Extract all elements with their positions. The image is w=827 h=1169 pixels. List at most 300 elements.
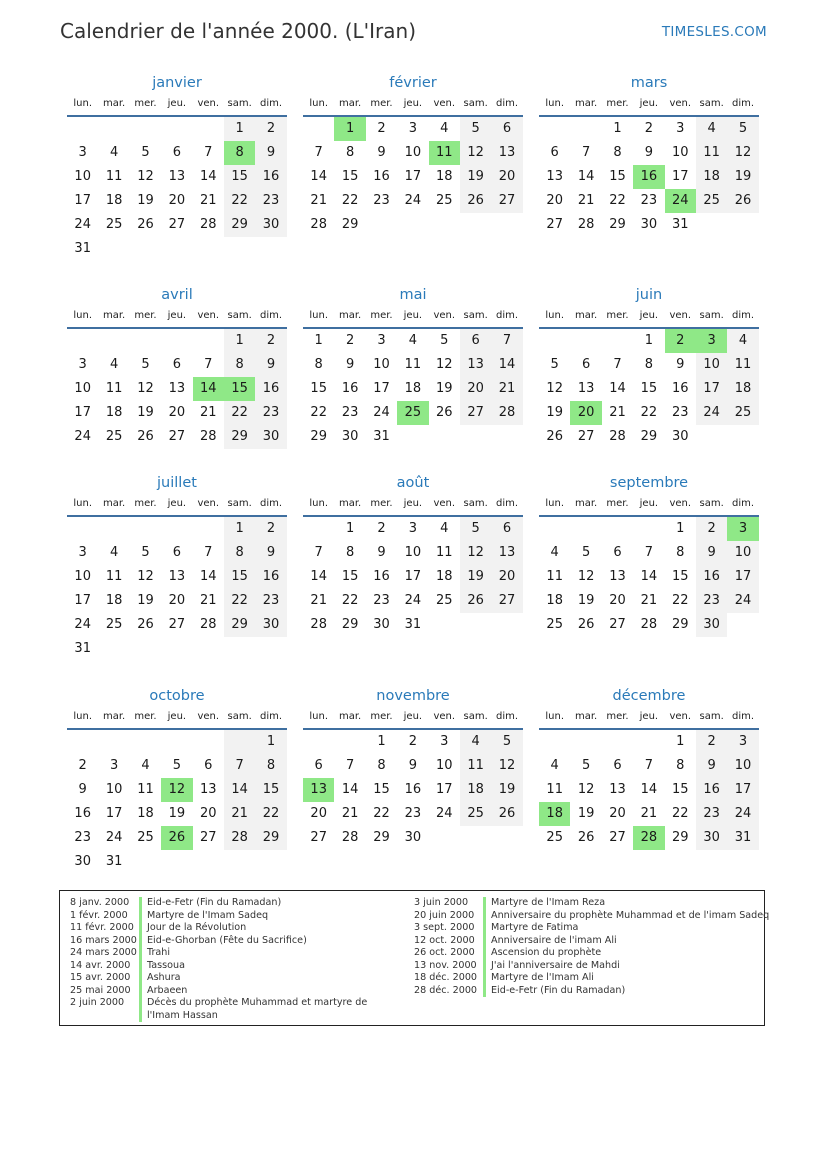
day-cell: 28 bbox=[609, 429, 626, 444]
legend-row bbox=[414, 910, 769, 923]
day-cell: 29 bbox=[224, 213, 255, 237]
day-cell: 29 bbox=[640, 429, 658, 444]
day-cell: 6 bbox=[172, 145, 181, 160]
day-cell: 17 bbox=[74, 593, 91, 608]
legend-row bbox=[70, 910, 377, 923]
day-cell: 29 bbox=[224, 613, 255, 637]
day-cell: 20 bbox=[310, 806, 327, 821]
day-grid bbox=[539, 329, 759, 449]
holiday-day-cell: 20 bbox=[570, 401, 601, 425]
day-cell: 19 bbox=[546, 405, 563, 420]
day-cell: 25 bbox=[105, 429, 123, 444]
day-cell: 2 bbox=[345, 333, 355, 348]
day-cell: 21 bbox=[224, 802, 255, 826]
day-cell: 17 bbox=[696, 377, 727, 401]
day-cell: 30 bbox=[255, 425, 286, 449]
day-cell: 10 bbox=[404, 145, 422, 160]
weekday-label: jeu. bbox=[167, 98, 187, 109]
empty-cell bbox=[67, 329, 98, 353]
weekday-header bbox=[303, 309, 523, 329]
legend-row bbox=[414, 960, 769, 973]
day-cell: 4 bbox=[408, 333, 417, 348]
day-cell: 7 bbox=[644, 758, 653, 773]
weekday-label: mar. bbox=[574, 498, 598, 509]
legend-date: 28 déc. 2000 bbox=[414, 984, 478, 996]
day-cell: 10 bbox=[105, 782, 123, 797]
day-cell: 5 bbox=[581, 545, 591, 560]
empty-cell bbox=[161, 117, 192, 141]
empty-cell bbox=[98, 730, 129, 754]
day-cell: 13 bbox=[168, 169, 186, 184]
day-cell: 18 bbox=[404, 381, 422, 396]
day-cell: 6 bbox=[491, 117, 522, 141]
legend-date: 18 déc. 2000 bbox=[414, 972, 478, 983]
weekday-label: sam. bbox=[699, 711, 724, 722]
day-cell: 31 bbox=[74, 641, 91, 656]
day-cell: 11 bbox=[546, 782, 563, 797]
legend-row bbox=[70, 897, 377, 910]
day-cell: 20 bbox=[491, 165, 522, 189]
legend-date: 3 sept. 2000 bbox=[414, 922, 475, 933]
day-cell: 24 bbox=[74, 217, 91, 232]
day-cell: 13 bbox=[460, 353, 491, 377]
day-cell: 19 bbox=[577, 806, 595, 821]
weekday-label: mar. bbox=[574, 310, 598, 321]
day-cell: 19 bbox=[137, 405, 154, 420]
day-cell: 19 bbox=[435, 381, 453, 396]
day-cell: 4 bbox=[696, 117, 727, 141]
day-cell: 10 bbox=[74, 169, 91, 184]
empty-cell bbox=[303, 730, 334, 754]
holiday-day-cell: 3 bbox=[696, 329, 727, 353]
holiday-day-cell: 14 bbox=[193, 377, 224, 401]
day-cell: 15 bbox=[609, 169, 626, 184]
empty-cell bbox=[98, 329, 129, 353]
day-cell: 16 bbox=[373, 569, 390, 584]
day-cell: 31 bbox=[727, 826, 758, 850]
day-cell: 20 bbox=[460, 377, 491, 401]
day-cell: 22 bbox=[255, 802, 286, 826]
holiday-day-cell: 26 bbox=[161, 826, 192, 850]
weekday-header bbox=[539, 309, 759, 329]
day-cell: 19 bbox=[137, 593, 154, 608]
day-cell: 23 bbox=[255, 401, 286, 425]
day-cell: 8 bbox=[676, 545, 685, 560]
day-cell: 7 bbox=[491, 329, 522, 353]
empty-cell bbox=[539, 329, 570, 353]
legend-row bbox=[414, 985, 769, 998]
day-cell: 5 bbox=[460, 117, 491, 141]
empty-cell bbox=[539, 117, 570, 141]
day-cell: 8 bbox=[345, 145, 355, 160]
day-cell: 17 bbox=[671, 169, 689, 184]
day-cell: 13 bbox=[168, 569, 186, 584]
month-block bbox=[539, 473, 759, 637]
weekday-label: sam. bbox=[463, 711, 488, 722]
legend-date: 26 oct. 2000 bbox=[414, 947, 475, 958]
weekday-label: mer. bbox=[606, 498, 629, 509]
day-cell: 9 bbox=[696, 541, 727, 565]
day-cell: 28 bbox=[199, 617, 217, 632]
day-cell: 1 bbox=[224, 117, 255, 141]
month-block bbox=[303, 285, 523, 449]
day-cell: 7 bbox=[613, 357, 622, 372]
weekday-label: mar. bbox=[102, 310, 126, 321]
legend-holiday-name: Ashura bbox=[139, 972, 181, 985]
day-cell: 22 bbox=[671, 593, 689, 608]
day-cell: 2 bbox=[696, 517, 727, 541]
weekday-label: sam. bbox=[227, 310, 252, 321]
day-cell: 21 bbox=[310, 193, 327, 208]
empty-cell bbox=[130, 329, 161, 353]
day-cell: 19 bbox=[137, 193, 154, 208]
empty-cell bbox=[570, 329, 601, 353]
day-cell: 6 bbox=[613, 545, 622, 560]
weekday-label: mar. bbox=[338, 711, 362, 722]
legend-row bbox=[70, 947, 377, 960]
month-block bbox=[67, 73, 287, 261]
day-cell: 26 bbox=[491, 802, 522, 826]
empty-cell bbox=[193, 117, 224, 141]
day-cell: 1 bbox=[345, 521, 355, 536]
holiday-day-cell: 13 bbox=[303, 778, 334, 802]
weekday-label: dim. bbox=[732, 498, 755, 509]
day-cell: 1 bbox=[224, 329, 255, 353]
weekday-label: lun. bbox=[545, 98, 565, 109]
day-cell: 24 bbox=[373, 405, 390, 420]
day-cell: 24 bbox=[727, 589, 758, 613]
day-cell: 8 bbox=[676, 758, 685, 773]
month-name: juillet bbox=[157, 475, 197, 491]
day-cell: 1 bbox=[377, 734, 386, 749]
day-cell: 13 bbox=[577, 381, 595, 396]
weekday-label: mer. bbox=[134, 711, 157, 722]
day-cell: 17 bbox=[105, 806, 123, 821]
weekday-label: dim. bbox=[496, 310, 519, 321]
day-cell: 4 bbox=[727, 329, 758, 353]
day-cell: 3 bbox=[408, 521, 417, 536]
month-block bbox=[303, 73, 523, 237]
day-cell: 25 bbox=[435, 193, 453, 208]
day-cell: 17 bbox=[727, 565, 758, 589]
day-cell: 20 bbox=[491, 565, 522, 589]
legend-date: 14 avr. 2000 bbox=[70, 959, 131, 971]
day-cell: 11 bbox=[460, 754, 491, 778]
day-cell: 15 bbox=[640, 381, 658, 396]
day-cell: 15 bbox=[341, 169, 359, 184]
day-cell: 1 bbox=[676, 521, 685, 536]
day-grid bbox=[303, 329, 523, 449]
weekday-header bbox=[67, 97, 287, 117]
day-cell: 16 bbox=[255, 377, 286, 401]
empty-cell bbox=[161, 517, 192, 541]
legend-column-right bbox=[414, 897, 769, 997]
holiday-day-cell: 3 bbox=[727, 517, 758, 541]
day-cell: 3 bbox=[78, 545, 87, 560]
legend-date: 8 janv. 2000 bbox=[70, 897, 130, 908]
weekday-label: mer. bbox=[134, 98, 157, 109]
weekday-label: mer. bbox=[606, 98, 629, 109]
day-cell: 20 bbox=[168, 193, 186, 208]
day-cell: 25 bbox=[460, 802, 491, 826]
day-cell: 4 bbox=[550, 545, 559, 560]
day-cell: 12 bbox=[435, 357, 453, 372]
day-cell: 1 bbox=[613, 121, 622, 136]
day-cell: 2 bbox=[255, 117, 286, 141]
weekday-label: dim. bbox=[260, 310, 283, 321]
day-cell: 9 bbox=[345, 357, 355, 372]
weekday-header bbox=[303, 710, 523, 730]
day-cell: 5 bbox=[141, 357, 150, 372]
empty-cell bbox=[539, 730, 570, 754]
legend-row bbox=[70, 960, 377, 973]
day-cell: 26 bbox=[137, 217, 154, 232]
legend-holiday-name: Eid-e-Fetr (Fin du Ramadan) bbox=[139, 897, 281, 910]
legend-date: 15 avr. 2000 bbox=[70, 972, 131, 983]
day-cell: 28 bbox=[341, 830, 359, 845]
legend-date: 16 mars 2000 bbox=[70, 934, 137, 946]
day-cell: 23 bbox=[255, 589, 286, 613]
weekday-label: mar. bbox=[102, 498, 126, 509]
day-cell: 5 bbox=[491, 730, 522, 754]
day-cell: 12 bbox=[577, 782, 595, 797]
day-cell: 6 bbox=[172, 545, 181, 560]
day-cell: 22 bbox=[341, 593, 359, 608]
day-cell: 28 bbox=[577, 217, 595, 232]
day-cell: 31 bbox=[74, 241, 91, 256]
day-cell: 9 bbox=[408, 758, 417, 773]
day-cell: 11 bbox=[105, 169, 123, 184]
day-cell: 6 bbox=[460, 329, 491, 353]
weekday-label: ven. bbox=[433, 98, 456, 109]
legend-holiday-name: Trahi bbox=[139, 947, 170, 960]
empty-cell bbox=[570, 517, 601, 541]
weekday-label: lun. bbox=[309, 310, 329, 321]
day-cell: 18 bbox=[105, 193, 123, 208]
day-cell: 27 bbox=[609, 830, 626, 845]
day-cell: 27 bbox=[546, 217, 563, 232]
weekday-label: mer. bbox=[370, 310, 393, 321]
day-cell: 15 bbox=[671, 569, 689, 584]
holiday-day-cell: 16 bbox=[633, 165, 664, 189]
weekday-label: sam. bbox=[227, 498, 252, 509]
legend-date: 20 juin 2000 bbox=[414, 909, 475, 921]
empty-cell bbox=[633, 730, 664, 754]
day-cell: 15 bbox=[341, 569, 359, 584]
day-cell: 12 bbox=[546, 381, 563, 396]
day-cell: 25 bbox=[727, 401, 758, 425]
day-cell: 14 bbox=[199, 169, 217, 184]
weekday-label: mer. bbox=[370, 498, 393, 509]
day-cell: 24 bbox=[404, 593, 422, 608]
day-cell: 3 bbox=[676, 121, 685, 136]
day-cell: 12 bbox=[137, 381, 154, 396]
day-cell: 20 bbox=[168, 593, 186, 608]
weekday-label: dim. bbox=[732, 310, 755, 321]
day-cell: 5 bbox=[141, 145, 150, 160]
weekday-label: mer. bbox=[606, 310, 629, 321]
day-cell: 2 bbox=[255, 329, 286, 353]
day-cell: 6 bbox=[314, 758, 323, 773]
day-cell: 8 bbox=[224, 353, 255, 377]
day-cell: 23 bbox=[373, 593, 390, 608]
weekday-label: ven. bbox=[197, 711, 220, 722]
month-name: octobre bbox=[149, 688, 205, 704]
weekday-label: jeu. bbox=[167, 310, 187, 321]
day-cell: 21 bbox=[199, 593, 217, 608]
legend-row bbox=[70, 997, 377, 1022]
day-cell: 10 bbox=[696, 353, 727, 377]
day-cell: 27 bbox=[491, 589, 522, 613]
day-cell: 21 bbox=[341, 806, 359, 821]
day-cell: 14 bbox=[341, 782, 359, 797]
day-cell: 27 bbox=[491, 189, 522, 213]
legend-holiday-name: J'ai l'anniversaire de Mahdi bbox=[483, 960, 620, 973]
day-cell: 5 bbox=[460, 517, 491, 541]
day-cell: 29 bbox=[671, 617, 689, 632]
weekday-label: lun. bbox=[73, 98, 93, 109]
legend-date: 2 juin 2000 bbox=[70, 997, 125, 1008]
day-cell: 9 bbox=[78, 782, 87, 797]
day-cell: 21 bbox=[491, 377, 522, 401]
day-cell: 25 bbox=[105, 617, 123, 632]
day-cell: 18 bbox=[435, 569, 453, 584]
day-cell: 9 bbox=[255, 141, 286, 165]
day-cell: 27 bbox=[168, 217, 186, 232]
weekday-label: lun. bbox=[73, 498, 93, 509]
day-cell: 8 bbox=[314, 357, 323, 372]
day-cell: 20 bbox=[609, 593, 626, 608]
holiday-day-cell: 25 bbox=[397, 401, 428, 425]
weekday-label: mar. bbox=[102, 98, 126, 109]
legend-holiday-name: Eid-e-Ghorban (Fête du Sacrifice) bbox=[139, 935, 307, 948]
day-cell: 5 bbox=[141, 545, 150, 560]
day-cell: 17 bbox=[727, 778, 758, 802]
day-cell: 29 bbox=[341, 617, 359, 632]
day-cell: 18 bbox=[105, 405, 123, 420]
weekday-label: sam. bbox=[699, 498, 724, 509]
day-cell: 31 bbox=[373, 429, 390, 444]
site-link[interactable]: TIMESLES.COM bbox=[661, 24, 767, 40]
month-name: mars bbox=[630, 75, 668, 91]
day-cell: 16 bbox=[341, 381, 359, 396]
day-cell: 15 bbox=[224, 565, 255, 589]
weekday-label: jeu. bbox=[403, 310, 423, 321]
weekday-label: ven. bbox=[433, 711, 456, 722]
weekday-header bbox=[303, 497, 523, 517]
weekday-label: sam. bbox=[463, 310, 488, 321]
weekday-label: sam. bbox=[699, 98, 724, 109]
day-cell: 6 bbox=[613, 758, 622, 773]
day-cell: 25 bbox=[696, 189, 727, 213]
day-cell: 4 bbox=[550, 758, 559, 773]
day-cell: 23 bbox=[696, 802, 727, 826]
day-cell: 31 bbox=[671, 217, 689, 232]
weekday-header bbox=[539, 97, 759, 117]
day-cell: 27 bbox=[168, 429, 186, 444]
empty-cell bbox=[570, 117, 601, 141]
day-cell: 2 bbox=[644, 121, 653, 136]
legend-date: 12 oct. 2000 bbox=[414, 934, 475, 946]
day-cell: 15 bbox=[310, 381, 327, 396]
weekday-label: sam. bbox=[463, 498, 488, 509]
day-cell: 10 bbox=[404, 545, 422, 560]
day-cell: 26 bbox=[137, 429, 154, 444]
day-cell: 24 bbox=[105, 830, 123, 845]
legend-row bbox=[70, 935, 377, 948]
weekday-label: dim. bbox=[496, 98, 519, 109]
holiday-day-cell: 28 bbox=[633, 826, 664, 850]
day-cell: 25 bbox=[546, 830, 563, 845]
month-block bbox=[303, 686, 523, 850]
month-block bbox=[67, 473, 287, 661]
day-cell: 8 bbox=[224, 541, 255, 565]
weekday-label: jeu. bbox=[403, 498, 423, 509]
month-name: janvier bbox=[152, 75, 202, 91]
day-cell: 10 bbox=[727, 541, 758, 565]
day-cell: 26 bbox=[460, 589, 491, 613]
day-cell: 22 bbox=[609, 193, 626, 208]
day-cell: 6 bbox=[581, 357, 591, 372]
day-cell: 12 bbox=[577, 569, 595, 584]
day-cell: 6 bbox=[172, 357, 181, 372]
day-cell: 1 bbox=[676, 734, 685, 749]
legend-holiday-name: Tassoua bbox=[139, 960, 185, 973]
weekday-label: lun. bbox=[545, 711, 565, 722]
day-grid bbox=[303, 517, 523, 637]
day-cell: 30 bbox=[255, 613, 286, 637]
day-cell: 12 bbox=[137, 569, 154, 584]
day-cell: 31 bbox=[105, 854, 123, 869]
legend-row bbox=[414, 922, 769, 935]
day-cell: 14 bbox=[310, 569, 327, 584]
empty-cell bbox=[130, 730, 161, 754]
day-cell: 29 bbox=[373, 830, 390, 845]
weekday-label: mar. bbox=[574, 711, 598, 722]
day-cell: 8 bbox=[255, 754, 286, 778]
weekday-label: mar. bbox=[102, 711, 126, 722]
day-cell: 19 bbox=[577, 593, 595, 608]
legend-holiday-name: Anniversaire de l'imam Ali bbox=[483, 935, 617, 948]
day-cell: 9 bbox=[696, 754, 727, 778]
day-cell: 27 bbox=[460, 401, 491, 425]
weekday-header bbox=[67, 309, 287, 329]
empty-cell bbox=[98, 517, 129, 541]
day-cell: 28 bbox=[640, 617, 658, 632]
day-cell: 30 bbox=[696, 613, 727, 637]
holiday-legend bbox=[59, 890, 770, 1026]
day-cell: 23 bbox=[640, 193, 658, 208]
day-grid bbox=[539, 730, 759, 850]
day-cell: 28 bbox=[199, 217, 217, 232]
day-grid bbox=[539, 117, 759, 237]
day-cell: 26 bbox=[577, 617, 595, 632]
day-cell: 9 bbox=[255, 541, 286, 565]
day-cell: 7 bbox=[204, 545, 213, 560]
day-cell: 30 bbox=[671, 429, 689, 444]
weekday-label: sam. bbox=[463, 98, 488, 109]
day-grid bbox=[303, 117, 523, 237]
weekday-label: lun. bbox=[545, 498, 565, 509]
day-cell: 3 bbox=[377, 333, 386, 348]
day-grid bbox=[67, 517, 287, 661]
legend-row bbox=[70, 985, 377, 998]
day-cell: 7 bbox=[581, 145, 591, 160]
day-cell: 1 bbox=[224, 517, 255, 541]
day-cell: 10 bbox=[74, 381, 91, 396]
holiday-day-cell: 1 bbox=[334, 117, 365, 141]
weekday-label: ven. bbox=[669, 98, 692, 109]
